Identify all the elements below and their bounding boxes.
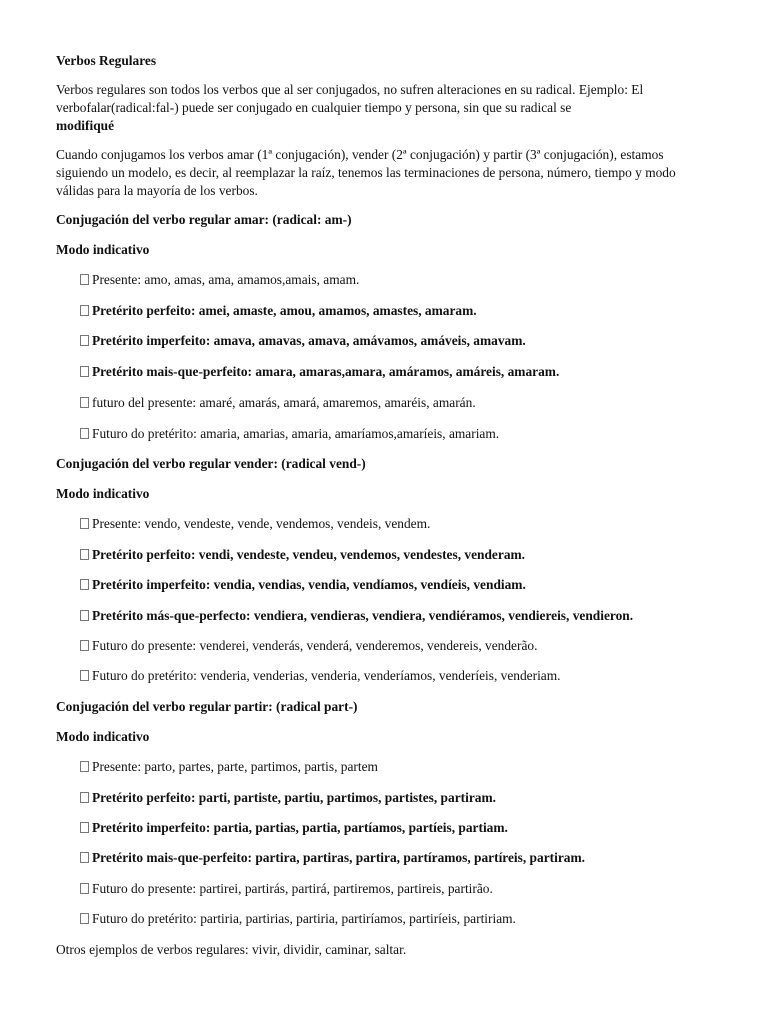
list-item: Presente: vendo, vendeste, vende, vendemos, vendeis, vendem. — [80, 515, 430, 533]
list-item: Futuro do presente: partirei, partirás, partirá, partiremos, partireis, partirão. — [80, 880, 493, 898]
list-item: Futuro do presente: venderei, venderás, venderá, venderemos, vendereis, venderão. — [80, 637, 537, 655]
section-mode: Modo indicativo — [56, 729, 150, 744]
list-item: Pretérito perfeito: amei, amaste, amou, amamos, amastes, amaram. — [80, 302, 477, 320]
bullet-icon — [80, 366, 89, 377]
list-item: Pretérito mais-que-perfeito: partira, partiras, partira, partíramos, partíreis, partiram. — [80, 849, 585, 867]
section-mode: Modo indicativo — [56, 486, 150, 501]
section-heading: Conjugación del verbo regular partir: (radical part-) — [56, 699, 358, 714]
list-item: Presente: parto, partes, parte, partimos, partis, partem — [80, 758, 378, 776]
bullet-icon — [80, 883, 89, 894]
footer-text: Otros ejemplos de verbos regulares: vivir, dividir, caminar, saltar. — [56, 942, 407, 957]
section-mode: Modo indicativo — [56, 242, 150, 257]
section-heading: Conjugación del verbo regular amar: (radical: am-) — [56, 212, 352, 227]
bullet-icon — [80, 305, 89, 316]
list-item: Pretérito imperfeito: partia, partias, partia, partíamos, partíeis, partiam. — [80, 819, 508, 837]
bullet-icon — [80, 852, 89, 863]
intro-line-2: verbofalar(radical:fal-) puede ser conjugado en cualquier tiempo y persona, sin que su radical se — [56, 100, 572, 115]
list-item: Pretérito mais-que-perfeito: amara, amaras,amara, amáramos, amáreis, amaram. — [80, 363, 559, 381]
list-item: Futuro do pretérito: amaria, amarias, amaria, amaríamos,amaríeis, amariam. — [80, 425, 499, 443]
intro-line-3: modifiqué — [56, 118, 115, 133]
bullet-icon — [80, 913, 89, 924]
list-item: Pretérito perfeito: parti, partiste, partiu, partimos, partistes, partiram. — [80, 789, 496, 807]
bullet-icon — [80, 335, 89, 346]
bullet-icon — [80, 518, 89, 529]
list-item: Pretérito perfeito: vendi, vendeste, vendeu, vendemos, vendestes, venderam. — [80, 546, 525, 564]
bullet-icon — [80, 822, 89, 833]
bullet-icon — [80, 274, 89, 285]
bullet-icon — [80, 670, 89, 681]
bullet-icon — [80, 610, 89, 621]
list-item: Pretérito imperfeito: amava, amavas, amava, amávamos, amáveis, amavam. — [80, 332, 526, 350]
list-item: Pretérito más-que-perfecto: vendiera, vendieras, vendiera, vendiéramos, vendiereis, vendieron. — [80, 607, 633, 625]
bullet-icon — [80, 640, 89, 651]
bullet-icon — [80, 761, 89, 772]
bullet-icon — [80, 549, 89, 560]
list-item: Presente: amo, amas, ama, amamos,amais, amam. — [80, 271, 359, 289]
bullet-icon — [80, 792, 89, 803]
para2-line-3: válidas para la mayoría de los verbos. — [56, 183, 258, 198]
list-item: Pretérito imperfeito: vendia, vendias, vendia, vendíamos, vendíeis, vendiam. — [80, 576, 526, 594]
bullet-icon — [80, 397, 89, 408]
section-heading: Conjugación del verbo regular vender: (radical vend-) — [56, 456, 366, 471]
bullet-icon — [80, 579, 89, 590]
document-title: Verbos Regulares — [56, 53, 157, 68]
list-item: Futuro do pretérito: venderia, venderias, venderia, venderíamos, venderíeis, venderiam. — [80, 667, 561, 685]
para2-line-2: siguiendo un modelo, es decir, al reemplazar la raíz, tenemos las terminaciones de persona, número, tiempo y modo — [56, 165, 676, 180]
list-item: Futuro do pretérito: partiria, partirias, partiria, partiríamos, partiríeis, partiriam. — [80, 910, 516, 928]
list-item: futuro del presente: amaré, amarás, amará, amaremos, amaréis, amarán. — [80, 394, 476, 412]
bullet-icon — [80, 428, 89, 439]
intro-line-1: Verbos regulares son todos los verbos que al ser conjugados, no sufren alteraciones en su radical. Ejemplo: El — [56, 82, 644, 97]
para2-line-1: Cuando conjugamos los verbos amar (1ª conjugación), vender (2ª conjugación) y partir (3ª conjugación), estamos — [56, 147, 664, 162]
